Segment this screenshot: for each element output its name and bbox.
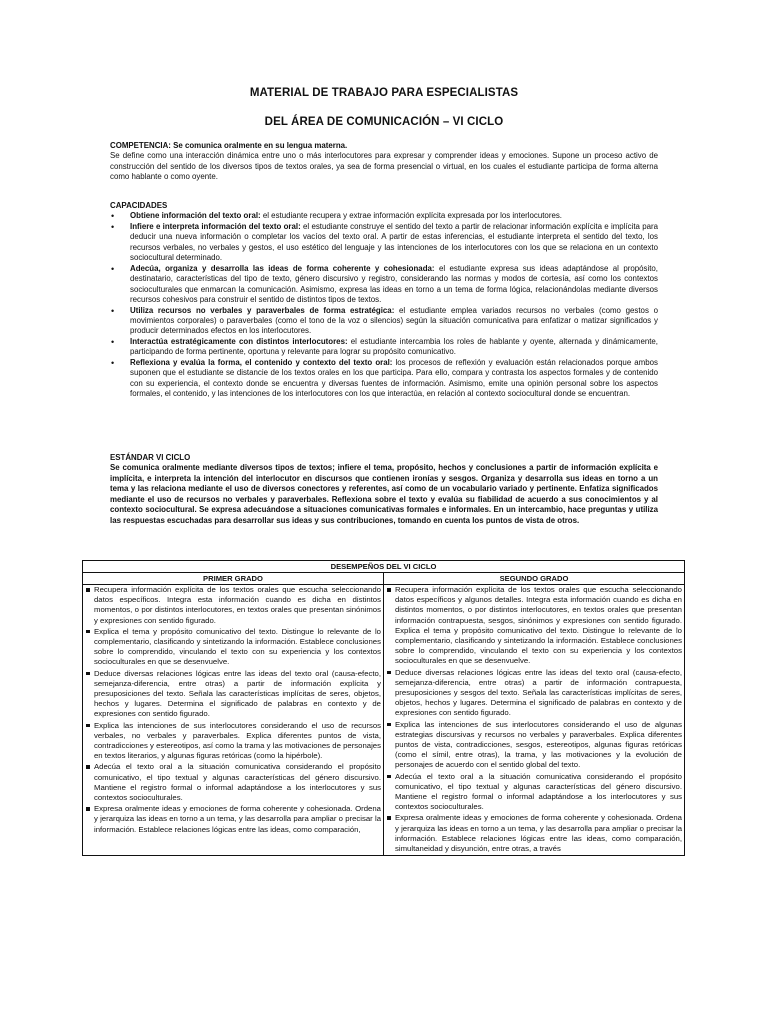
desempeno-item: Explica las intenciones de sus interlocutores considerando el uso de recursos verbales, no verbales y paraverbales. Explica diferentes puntos de vista, contradicciones y estereotipos, así como la trama y las motivaciones de personajes en textos literarios, y algunas figuras retóricas (como la hipérbole). (85, 721, 381, 762)
competencia-heading (110, 141, 658, 151)
capacidad-text: el estudiante expresa sus ideas adaptándose al propósito, destinatario, características del tipo de texto, género discursivo y registro, considerando las normas y modos de cortesía, así como los contextos socioculturales que enmarcan la comunicación. Asimismo, expresa las ideas en torno a un tema de forma lógica, relacionándolas mediante diversos recursos cohesivos para construir el sentido de distintos tipos de textos. (130, 263, 658, 305)
capacidad-item (110, 337, 658, 358)
competencia-section (110, 141, 658, 183)
column-header-primer-grado: PRIMER GRADO (83, 573, 384, 585)
desempeno-item: Recupera información explícita de los textos orales que escucha seleccionando datos específicos y algunos detalles. Integra esta información cuando es dicha en distintos momentos, o por distintos interlocutores, en textos orales que presentan información contrapuesta, sesgos, sinónimos y expresiones con sentido figurado. Explica el tema y propósito comunicativo del texto. Distingue lo relevante de lo complementario, clasificando y sintetizando la información. Establece conclusiones sobre lo comprendido, vinculando el texto con su experiencia y los contextos socioculturales en que se desenvuelve. (386, 585, 682, 667)
capacidades-section (110, 201, 658, 400)
competencia-value: Se comunica oralmente en su lengua materna. (170, 141, 348, 150)
desempeno-item: Explica el tema y propósito comunicativo del texto. Distingue lo relevante de lo complementario, clasificando y sintetizando la información. Establece conclusiones sobre lo comprendido, vinculando el texto con su experiencia y los contextos socioculturales en que se desenvuelve. (85, 627, 381, 668)
desempeno-item: Expresa oralmente ideas y emociones de forma coherente y cohesionada. Ordena y jerarquiza las ideas en torno a un tema, y las desarrolla para ampliar o precisar la información. Establece relaciones lógicas entre las ideas, como comparación, simultaneidad y disyunción, entre otras, a través (386, 813, 682, 854)
capacidades-list (110, 211, 658, 399)
capacidad-item (110, 264, 658, 306)
capacidad-text: los procesos de reflexión y evaluación están relacionados porque ambos suponen que el estudiante se distancie de los textos orales en los que participa. Para ello, compara y contrasta los aspectos formales y de contenido con su experiencia, el contexto donde se encuentra y diversas fuentes de información. Asimismo, emite una opinión personal sobre los aspectos formales, el contenido, y las intenciones de los interlocutores con los que interactúa, en relación al contexto sociocultural donde se encuentran. (130, 357, 658, 399)
estandar-heading: ESTÁNDAR VI CICLO (110, 453, 191, 462)
estandar-text: Se comunica oralmente mediante diversos tipos de textos; infiere el tema, propósito, hechos y conclusiones a partir de información explícita e implícita, e interpreta la intención del interlocutor en discursos que contienen ironías y sesgos. Organiza y desarrolla sus ideas en torno a un tema y las relaciona mediante el uso de diversos conectores y referentes, así como de un vocabulario variado y pertinente. Enfatiza significados mediante el uso de recursos no verbales y paraverbales. Reflexiona sobre el texto y evalúa su fiabilidad de acuerdo a sus conocimientos y al contexto sociocultural. Se expresa adecuándose a situaciones comunicativas formales e informales. En un intercambio, hace preguntas y utiliza las respuestas escuchadas para desarrollar sus ideas y sus contribuciones, tomando en cuenta los puntos de vista de otros. (110, 463, 658, 525)
primer-grado-list (85, 585, 381, 835)
desempeno-item: Deduce diversas relaciones lógicas entre las ideas del texto oral (causa-efecto, semejanza-diferencia, entre otras) a partir de información contrapuesta, presuposiciones y sesgos del texto. Señala las características implícitas de seres, objetos, hechos y lugares. Determina el significado de palabras en contexto y de expresiones con sentido figurado. (386, 668, 682, 719)
primer-grado-cell (83, 585, 384, 856)
segundo-grado-cell (384, 585, 685, 856)
capacidad-title: Obtiene información del texto oral: (130, 211, 261, 221)
segundo-grado-list (386, 585, 682, 854)
competencia-description: Se define como una interacción dinámica entre uno o más interlocutores para expresar y comprender ideas y emociones. Supone un proceso activo de construcción del sentido de los diversos tipos de textos orales, ya sea de forma presencial o virtual, en los cuales el estudiante participa de forma alterna como hablante o como oyente. (110, 151, 658, 182)
capacidad-text: el estudiante emplea variados recursos no verbales (como gestos o movimientos corporales) o paraverbales (como el tono de la voz o silencios) según la situación comunicativa para enfatizar o matizar significados y producir determinados efectos en los interlocutores. (130, 305, 658, 336)
capacidad-title: Utiliza recursos no verbales y paraverbales de forma estratégica: (130, 305, 395, 315)
capacidad-title: Reflexiona y evalúa la forma, el contenido y contexto del texto oral: (130, 357, 393, 367)
capacidades-heading: CAPACIDADES (110, 201, 168, 210)
capacidad-text: el estudiante construye el sentido del texto a partir de relacionar información explícita e implícita para deducir una nueva información o completar los vacíos del texto oral. A partir de estas inferencias, el estudiante interpreta el sentido del texto, los recursos verbales, no verbales y gestos, el uso estético del lenguaje y las intenciones de los interlocutores con los que se relaciona en un contexto sociocultural determinado. (130, 221, 658, 263)
capacidad-item (110, 222, 658, 264)
capacidad-title: Interactúa estratégicamente con distintos interlocutores: (130, 336, 348, 346)
desempenos-table (82, 560, 685, 856)
capacidad-text: el estudiante intercambia los roles de hablante y oyente, alternada y dinámicamente, participando de forma pertinente, oportuna y relevante para lograr su propósito comunicativo. (130, 336, 658, 357)
column-header-segundo-grado: SEGUNDO GRADO (384, 573, 685, 585)
desempeno-item: Deduce diversas relaciones lógicas entre las ideas del texto oral (causa-efecto, semejanza-diferencia, entre otras) a partir de información explícita y presuposiciones del texto. Señala las características implícitas de seres, objetos, hechos y lugares. Determina el significado de palabras en contexto y de expresiones con sentido figurado. (85, 669, 381, 720)
competencia-label: COMPETENCIA: (110, 141, 171, 150)
desempeno-item: Adecúa el texto oral a la situación comunicativa considerando el propósito comunicativo, el tipo textual y algunas características del género discursivo. Mantiene el registro formal o informal adaptándose a los interlocutores y sus contextos socioculturales. (386, 772, 682, 813)
capacidad-title: Infiere e interpreta información del texto oral: (130, 221, 301, 231)
table-title: DESEMPEÑOS DEL VI CICLO (83, 561, 685, 573)
estandar-section (110, 453, 658, 526)
desempeno-item: Recupera información explícita de los textos orales que escucha seleccionando datos específicos. Integra esta información cuando es dicha en distintos momentos, o por distintos interlocutores, en textos orales que presentan sinónimos y expresiones con sentido figurado. (85, 585, 381, 626)
capacidad-item (110, 211, 658, 221)
desempeno-item: Adecúa el texto oral a la situación comunicativa considerando el propósito comunicativo, el tipo textual y algunas características del género discursivo. Mantiene el registro formal o informal adaptándose a los interlocutores y sus contextos socioculturales. (85, 762, 381, 803)
document-title-line-2: DEL ÁREA DE COMUNICACIÓN – VI CICLO (264, 116, 504, 128)
capacidad-item (110, 306, 658, 337)
capacidad-title: Adecúa, organiza y desarrolla las ideas de forma coherente y cohesionada: (130, 263, 435, 273)
capacidad-text: el estudiante recupera y extrae información explícita expresada por los interlocutores. (260, 211, 562, 221)
desempeno-item: Expresa oralmente ideas y emociones de forma coherente y cohesionada. Ordena y jerarquiza las ideas en torno a un tema, y las desarrolla para ampliar o precisar la información. Establece relaciones lógicas entre las ideas, como comparación, (85, 804, 381, 835)
capacidad-item (110, 358, 658, 400)
document-title-line-1: MATERIAL DE TRABAJO PARA ESPECIALISTAS (249, 87, 519, 99)
desempeno-item: Explica las intenciones de sus interlocutores considerando el uso de algunas estrategias discursivas y recursos no verbales y paraverbales. Explica diferentes puntos de vista, contradicciones, sesgos, estereotipos, algunas figuras retóricas (como el símil, entre otras), la trama, y las motivaciones y la evolución de personajes de acuerdo con el sentido global del texto. (386, 720, 682, 771)
